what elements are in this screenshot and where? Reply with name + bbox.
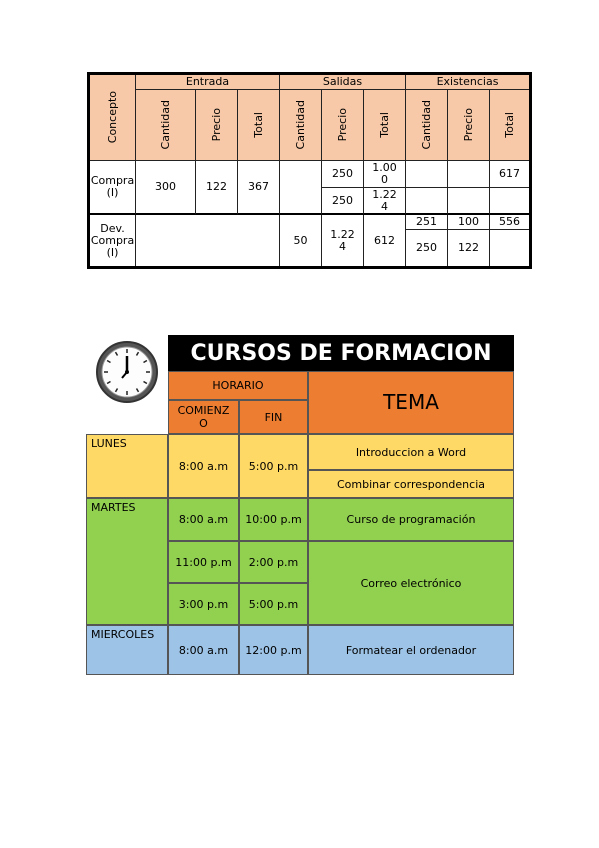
time-end — [239, 583, 308, 625]
row1-exist-total-a — [490, 161, 529, 188]
row1-exist-precio-b — [448, 188, 490, 215]
subheader-label: Cantidad — [158, 100, 172, 150]
cell-value: 1.224 — [330, 227, 355, 253]
subheader-salidas-total — [364, 90, 406, 161]
subheader-entrada-total — [238, 90, 280, 161]
cell-value: 50 — [293, 233, 308, 247]
row1-exist-cantidad-b — [406, 188, 448, 215]
row1-concept — [90, 161, 136, 215]
subheader-entrada-precio — [196, 90, 238, 161]
row1-exist-total-b — [490, 188, 529, 215]
row2-exist-precio-b — [448, 230, 490, 266]
cell-value: 250 — [416, 241, 437, 254]
row1-concept-label: Compra (I) — [90, 174, 135, 199]
day-miercoles — [86, 625, 168, 675]
row1-salidas-total-b — [364, 188, 406, 215]
header-entrada-label: Entrada — [185, 75, 230, 88]
time-value: 5:00 p.m — [248, 597, 299, 611]
row1-entrada-total — [238, 161, 280, 215]
cell-value: 122 — [206, 180, 227, 193]
header-comienzo — [168, 400, 239, 434]
header-salidas — [280, 75, 406, 90]
row1-salidas-precio-a — [322, 161, 364, 188]
topic-label: Introduccion a Word — [355, 445, 467, 459]
time-value: 5:00 p.m — [248, 459, 299, 473]
time-start — [168, 625, 239, 675]
cell-value: 617 — [499, 167, 520, 180]
topic-cell — [308, 498, 514, 541]
subheader-label: Total — [377, 112, 391, 138]
courses-table — [86, 335, 514, 675]
day-lunes — [86, 434, 168, 498]
time-start — [168, 541, 239, 583]
row2-salidas-precio — [322, 215, 364, 266]
topic-label: Correo electrónico — [360, 576, 462, 590]
cell-value: 1.000 — [372, 161, 397, 186]
row2-entrada-empty — [136, 215, 280, 266]
row2-salidas-total — [364, 215, 406, 266]
time-start — [168, 498, 239, 541]
topic-cell — [308, 625, 514, 675]
subheader-salidas-cantidad — [280, 90, 322, 161]
topic-label: Curso de programación — [346, 513, 476, 526]
subheader-label: Cantidad — [419, 100, 433, 150]
time-value: 11:00 p.m — [175, 555, 232, 569]
row1-exist-cantidad-a — [406, 161, 448, 188]
subheader-exist-total — [490, 90, 529, 161]
subheader-label: Precio — [209, 108, 223, 142]
cell-value: 300 — [155, 180, 176, 193]
header-entrada — [136, 75, 280, 90]
cell-value: 1.224 — [372, 187, 397, 213]
row1-exist-precio-a — [448, 161, 490, 188]
time-value: 8:00 a.m — [178, 513, 229, 526]
subheader-entrada-cantidad — [136, 90, 196, 161]
time-value: 10:00 p.m — [245, 513, 302, 526]
row1-salidas-total-a — [364, 161, 406, 188]
cell-value: 250 — [332, 193, 353, 207]
cell-value: 367 — [248, 180, 269, 193]
header-comienzo-label: COMIENZO — [177, 404, 230, 430]
cell-value: 100 — [458, 215, 479, 228]
cell-value: 122 — [458, 241, 479, 254]
subheader-label: Precio — [461, 108, 475, 142]
row2-salidas-cantidad — [280, 215, 322, 266]
cell-value: 251 — [416, 215, 437, 228]
subheader-exist-cantidad — [406, 90, 448, 161]
row1-entrada-cantidad — [136, 161, 196, 215]
header-concepto-label: Concepto — [105, 91, 119, 144]
row2-exist-cantidad-b — [406, 230, 448, 266]
time-end — [239, 434, 308, 498]
time-end — [239, 625, 308, 675]
header-existencias-label: Existencias — [436, 75, 499, 88]
time-value: 8:00 a.m — [178, 643, 229, 657]
title-label: CURSOS DE FORMACION — [190, 340, 492, 366]
day-label: LUNES — [91, 437, 127, 450]
row1-salidas-precio-b — [322, 188, 364, 215]
subheader-label: Total — [251, 112, 265, 138]
header-salidas-label: Salidas — [322, 75, 363, 88]
row1-entrada-precio — [196, 161, 238, 215]
row2-exist-total-b — [490, 230, 529, 266]
time-start — [168, 434, 239, 498]
time-end — [239, 541, 308, 583]
topic-cell — [308, 434, 514, 470]
row2-concept-label: Dev. Compra (I) — [90, 221, 135, 259]
topic-cell — [308, 470, 514, 498]
time-value: 2:00 p.m — [248, 555, 299, 569]
row2-exist-total-a — [490, 215, 529, 230]
time-value: 3:00 p.m — [178, 597, 229, 611]
cell-value: 250 — [332, 167, 353, 180]
header-horario-label: HORARIO — [212, 379, 264, 392]
header-fin — [239, 400, 308, 434]
time-value: 12:00 p.m — [245, 643, 302, 657]
cell-value: 612 — [374, 233, 395, 247]
subheader-label: Cantidad — [293, 100, 307, 150]
row2-exist-cantidad-a — [406, 215, 448, 230]
topic-label: Formatear el ordenador — [345, 643, 477, 657]
cell-value: 556 — [499, 215, 520, 228]
day-label: MARTES — [91, 501, 136, 514]
day-label: MIERCOLES — [91, 628, 155, 641]
time-value: 8:00 a.m — [178, 459, 229, 473]
header-concepto — [90, 75, 136, 161]
row1-salidas-cantidad — [280, 161, 322, 215]
subheader-exist-precio — [448, 90, 490, 161]
row2-exist-precio-a — [448, 215, 490, 230]
time-end — [239, 498, 308, 541]
subheader-label: Total — [502, 112, 516, 138]
header-tema-label: TEMA — [383, 390, 439, 414]
time-start — [168, 583, 239, 625]
topic-cell — [308, 541, 514, 625]
row2-concept — [90, 215, 136, 266]
subheader-label: Precio — [335, 108, 349, 142]
topic-label: Combinar correspondencia — [336, 477, 486, 491]
subheader-salidas-precio — [322, 90, 364, 161]
inventory-table — [87, 72, 532, 269]
page-title — [168, 335, 514, 371]
header-tema — [308, 371, 514, 434]
header-existencias — [406, 75, 529, 90]
header-fin-label: FIN — [264, 410, 283, 424]
header-horario — [168, 371, 308, 400]
day-martes — [86, 498, 168, 625]
